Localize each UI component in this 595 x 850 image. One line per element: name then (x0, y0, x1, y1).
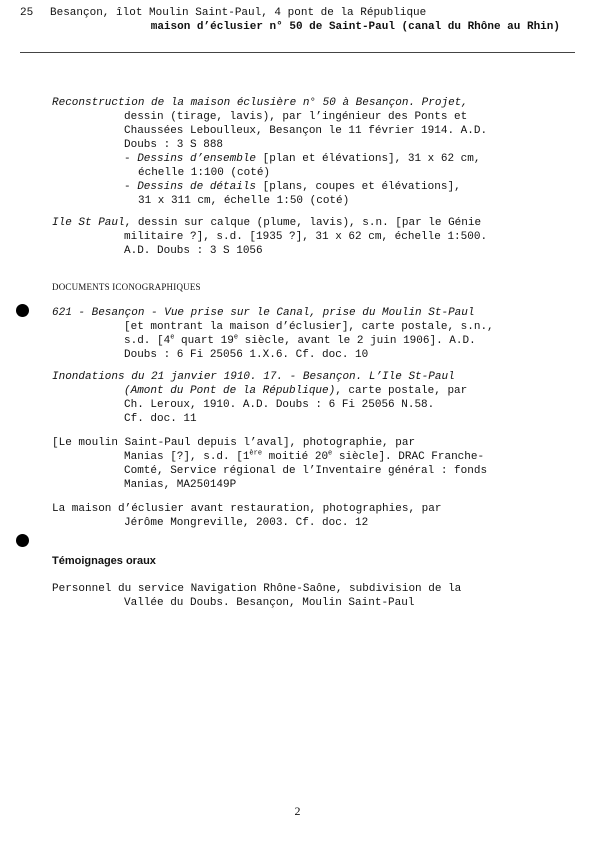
header-title: maison d’éclusier n° 50 de Saint-Paul (canal du Rhône au Rhin) (150, 21, 560, 33)
entry-1-line: dessin (tirage, lavis), par l’ingénieur des Ponts et (124, 111, 468, 123)
bullet-marker (16, 534, 29, 547)
icono-3-title: [Le moulin Saint-Paul depuis l’aval], photographie, par (52, 437, 416, 449)
source-entry-2 (52, 216, 542, 258)
icono-entry-3 (52, 436, 542, 492)
section-temoignages-oraux: Témoignages oraux (52, 555, 156, 567)
icono-2-title: Inondations du 21 janvier 1910. 17. - Besançon. L’Ile St-Paul (52, 371, 455, 383)
header-line-1 (20, 6, 580, 20)
icono-4-title: La maison d’éclusier avant restauration, photographies, par (52, 503, 442, 515)
icono-1-line: [et montrant la maison d’éclusier], carte postale, s.n., (124, 321, 494, 333)
icono-1-line: Doubs : 6 Fi 25056 1.X.6. Cf. doc. 10 (124, 349, 369, 361)
entry-1-title: Reconstruction de la maison éclusière n° 50 à Besançon. Projet, (52, 97, 468, 109)
oral-line: Vallée du Doubs. Besançon, Moulin Saint-Paul (124, 597, 415, 609)
page-header (20, 6, 580, 34)
icono-3-line: Manias [?], s.d. [1ère moitié 20e siècle]. DRAC Franche- (124, 449, 485, 463)
oral-entry (52, 582, 542, 610)
icono-2-line: Ch. Leroux, 1910. A.D. Doubs : 6 Fi 25056 N.58. (124, 399, 435, 411)
icono-1-line: s.d. [4e quart 19e siècle, avant le 2 juin 1906]. A.D. (124, 333, 476, 347)
notice-number: 25 (20, 7, 34, 19)
entry-1-sub-2-cont: 31 x 311 cm, échelle 1:50 (coté) (138, 195, 350, 207)
bullet-marker (16, 304, 29, 317)
header-address: Besançon, îlot Moulin Saint-Paul, 4 pont de la République (50, 7, 427, 19)
entry-1-sub-2: - Dessins de détails [plans, coupes et élévations], (124, 181, 461, 193)
entry-2-line: A.D. Doubs : 3 S 1056 (124, 245, 263, 257)
entry-1-line: Doubs : 3 S 888 (124, 139, 224, 151)
entry-1-sub-1: - Dessins d’ensemble [plan et élévations], 31 x 62 cm, (124, 153, 481, 165)
entry-2-line: militaire ?], s.d. [1935 ?], 31 x 62 cm, échelle 1:500. (124, 231, 488, 243)
entry-1-line: Chaussées Leboulleux, Besançon le 11 février 1914. A.D. (124, 125, 488, 137)
icono-2-line: Cf. doc. 11 (124, 413, 197, 425)
source-entry-1 (52, 96, 542, 208)
oral-line: Personnel du service Navigation Rhône-Saône, subdivision de la (52, 583, 462, 595)
icono-entry-4 (52, 502, 542, 530)
entry-2-title: Ile St Paul, dessin sur calque (plume, lavis), s.n. [par le Génie (52, 217, 482, 229)
icono-entry-2 (52, 370, 542, 426)
icono-entry-1 (52, 306, 542, 362)
page-number: 2 (294, 804, 301, 818)
icono-4-line: Jérôme Mongreville, 2003. Cf. doc. 12 (124, 517, 369, 529)
icono-3-line: Comté, Service régional de l’Inventaire général : fonds (124, 465, 488, 477)
section-documents-iconographiques: DOCUMENTS ICONOGRAPHIQUES (52, 282, 201, 292)
icono-2-line: (Amont du Pont de la République), carte postale, par (124, 385, 468, 397)
icono-1-title: 621 - Besançon - Vue prise sur le Canal, prise du Moulin St-Paul (52, 307, 475, 319)
icono-3-line: Manias, MA250149P (124, 479, 237, 491)
header-rule (20, 52, 575, 53)
entry-1-sub-1-cont: échelle 1:100 (coté) (138, 167, 271, 179)
